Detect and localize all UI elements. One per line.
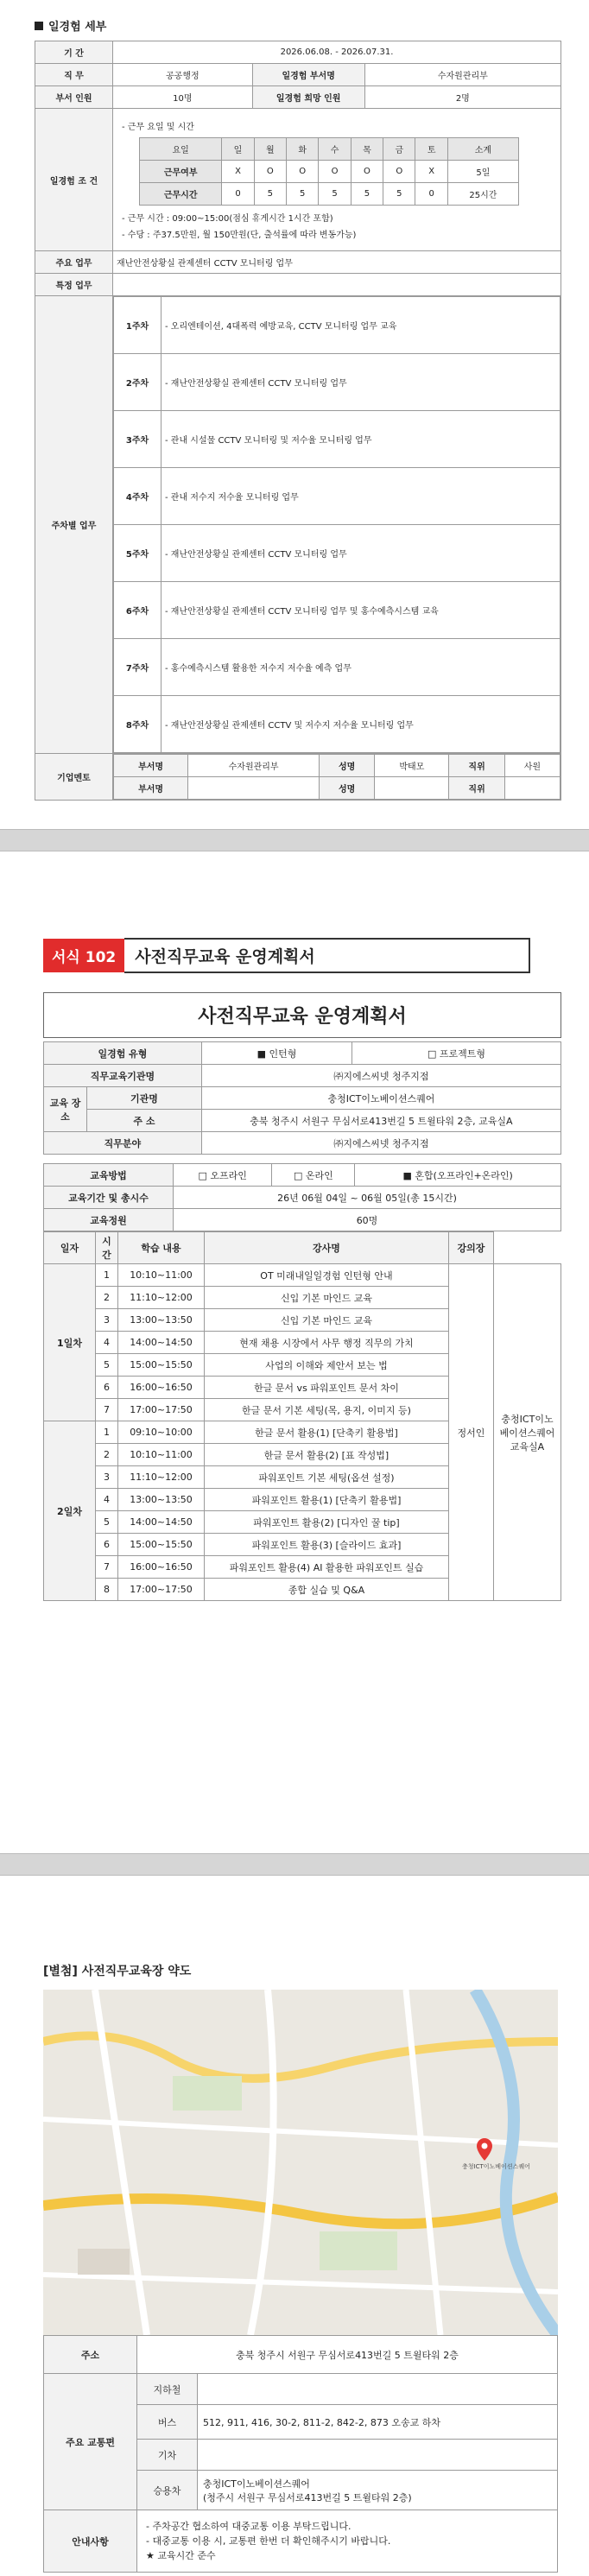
want-value: 2명 bbox=[364, 86, 560, 109]
days-cell: 소계 bbox=[447, 138, 518, 161]
place-label: 교육 장소 bbox=[44, 1087, 87, 1132]
session-time: 15:00~15:50 bbox=[118, 1354, 205, 1377]
session-number: 5 bbox=[96, 1354, 118, 1377]
mentor-cell: 박태모 bbox=[375, 755, 449, 777]
session-content: 사업의 이해와 제안서 보는 법 bbox=[205, 1354, 449, 1377]
main-work: 재난안전상황실 관제센터 CCTV 모니터링 업무 bbox=[113, 251, 561, 274]
page-gap bbox=[0, 829, 589, 851]
addr-value: 충북 청주시 서원구 무심서로413번길 5 트윌타워 2층 bbox=[137, 2336, 558, 2374]
session-number: 7 bbox=[96, 1399, 118, 1421]
week-row bbox=[114, 297, 560, 354]
session-number: 7 bbox=[96, 1556, 118, 1579]
schedule-table bbox=[43, 1231, 561, 1601]
week-number: 7주차 bbox=[114, 639, 162, 696]
schedule-head: 강사명 bbox=[205, 1232, 449, 1264]
days-table bbox=[139, 137, 519, 206]
mentor-cell: 직위 bbox=[449, 777, 504, 800]
days-cell: O bbox=[383, 161, 415, 183]
session-content: 파워포인트 활용(4) AI 활용한 파워포인트 실습 bbox=[205, 1556, 449, 1579]
location-pin-icon bbox=[477, 2138, 492, 2161]
staff-value: 10명 bbox=[113, 86, 253, 109]
week-content: - 재난안전상황실 관제센터 CCTV 모니터링 업무 bbox=[162, 525, 560, 582]
mentor-cell bbox=[504, 777, 560, 800]
square-bullet-icon bbox=[35, 22, 43, 30]
session-number: 5 bbox=[96, 1511, 118, 1534]
session-number: 6 bbox=[96, 1534, 118, 1556]
days-cell: O bbox=[319, 161, 351, 183]
addr-label: 주소 bbox=[44, 2336, 137, 2374]
week-content: - 관내 저수지 저수율 모니터링 업무 bbox=[162, 468, 560, 525]
session-number: 2 bbox=[96, 1287, 118, 1309]
session-time: 11:10~12:00 bbox=[118, 1287, 205, 1309]
page-gap bbox=[0, 1853, 589, 1876]
type-opt-intern: ■ 인턴형 bbox=[201, 1042, 352, 1065]
week-row bbox=[114, 639, 560, 696]
mentor-cell: 성명 bbox=[320, 755, 375, 777]
session-time: 14:00~14:50 bbox=[118, 1511, 205, 1534]
section-title: 일경험 세부 bbox=[0, 7, 589, 41]
days-cell: O bbox=[254, 161, 286, 183]
weekly-table bbox=[113, 296, 560, 753]
week-row bbox=[114, 468, 560, 525]
schedule-head: 일자 bbox=[44, 1232, 96, 1264]
transport-label: 주요 교통편 bbox=[44, 2374, 137, 2510]
guide-line-3: ★ 교육시간 준수 bbox=[146, 2550, 216, 2561]
week-content: - 오리엔테이션, 4대폭력 예방교육, CCTV 모니터링 업무 교육 bbox=[162, 297, 560, 354]
session-time: 17:00~17:50 bbox=[118, 1579, 205, 1601]
addr-label: 주 소 bbox=[87, 1110, 202, 1132]
session-content: 현재 채용 시장에서 사무 행정 직무의 가치 bbox=[205, 1332, 449, 1354]
week-number: 3주차 bbox=[114, 411, 162, 468]
week-content: - 재난안전상황실 관제센터 CCTV 모니터링 업무 및 홍수예측시스템 교육 bbox=[162, 582, 560, 639]
session-number: 8 bbox=[96, 1579, 118, 1601]
days-cell: 화 bbox=[287, 138, 319, 161]
plan-box bbox=[43, 992, 561, 1601]
method-table bbox=[43, 1163, 561, 1231]
days-cell: 목 bbox=[351, 138, 383, 161]
weekly-label: 주차별 업무 bbox=[35, 296, 113, 754]
page-1 bbox=[0, 0, 589, 829]
cap-value: 60명 bbox=[174, 1209, 561, 1231]
mentor-cell: 직위 bbox=[449, 755, 504, 777]
days-cell: 근무시간 bbox=[140, 183, 222, 206]
week-content: - 홍수예측시스템 활용한 저수지 저수율 예측 업무 bbox=[162, 639, 560, 696]
guide-value bbox=[137, 2510, 558, 2573]
days-cell: 5 bbox=[319, 183, 351, 206]
session-content: 신입 기본 마인드 교육 bbox=[205, 1309, 449, 1332]
dept-label: 일경험 부서명 bbox=[252, 64, 364, 86]
session-content: 종합 실습 및 Q&A bbox=[205, 1579, 449, 1601]
staff-label: 부서 인원 bbox=[35, 86, 113, 109]
session-time: 11:10~12:00 bbox=[118, 1466, 205, 1489]
cond-label: 일경험 조 건 bbox=[35, 109, 113, 251]
week-row bbox=[114, 354, 560, 411]
days-cell: 5 bbox=[383, 183, 415, 206]
days-cell: 근무여부 bbox=[140, 161, 222, 183]
week-row bbox=[114, 411, 560, 468]
week-number: 8주차 bbox=[114, 696, 162, 753]
form-tag: 서식 102 bbox=[43, 939, 124, 972]
method-offline: □ 오프라인 bbox=[174, 1164, 272, 1187]
days-cell: O bbox=[351, 161, 383, 183]
session-content: 한글 문서 활용(2) [표 작성법] bbox=[205, 1444, 449, 1466]
period-label: 교육기간 및 총시수 bbox=[44, 1187, 174, 1209]
bus-label: 버스 bbox=[137, 2405, 198, 2440]
page-2 bbox=[0, 851, 589, 1853]
week-content: - 관내 시설물 CCTV 모니터링 및 저수율 모니터링 업무 bbox=[162, 411, 560, 468]
attachment-title: [별첨] 사전직무교육장 약도 bbox=[43, 1965, 192, 1978]
guide-line-1: - 주차공간 협소하여 대중교통 이용 부탁드립니다. bbox=[146, 2521, 352, 2532]
subway-label: 지하철 bbox=[137, 2374, 198, 2405]
mentor-label: 기업멘토 bbox=[35, 754, 113, 801]
special-work-label: 특정 업무 bbox=[35, 274, 113, 296]
car-label: 승용차 bbox=[137, 2471, 198, 2510]
pay-info: - 수당 : 주37.5만원, 월 150만원(단, 출석률에 따라 변동가능) bbox=[122, 231, 357, 240]
field-label: 직무분야 bbox=[44, 1132, 202, 1155]
period-value: 2026.06.08. - 2026.07.31. bbox=[113, 41, 561, 64]
week-content: - 재난안전상황실 관제센터 CCTV 모니터링 업무 bbox=[162, 354, 560, 411]
session-number: 3 bbox=[96, 1309, 118, 1332]
days-cell: 일 bbox=[222, 138, 254, 161]
week-content: - 재난안전상황실 관제센터 CCTV 및 저수지 저수율 모니터링 업무 bbox=[162, 696, 560, 753]
session-content: OT 미래내일일경험 인턴형 안내 bbox=[205, 1264, 449, 1287]
dept-value: 수자원관리부 bbox=[364, 64, 560, 86]
place-name-label: 기관명 bbox=[87, 1087, 202, 1110]
days-cell: 수 bbox=[319, 138, 351, 161]
plan-title: 사전직무교육 운영계획서 bbox=[43, 992, 561, 1038]
mentor-cell: 부서명 bbox=[114, 755, 188, 777]
session-content: 한글 문서 vs 파워포인트 문서 차이 bbox=[205, 1377, 449, 1399]
subway-value bbox=[198, 2374, 558, 2405]
train-value bbox=[198, 2440, 558, 2471]
type-label: 일경험 유형 bbox=[44, 1042, 202, 1065]
page-3 bbox=[0, 1876, 589, 2567]
work-days-title: - 근무 요일 및 시간 bbox=[122, 123, 194, 132]
place-name: 충청ICT이노베이션스퀘어 bbox=[201, 1087, 560, 1110]
instructor: 정서인 bbox=[449, 1264, 494, 1601]
mentor-cell: 수자원관리부 bbox=[188, 755, 320, 777]
car-line-1: 충청ICT이노베이션스퀘어 bbox=[203, 2478, 310, 2490]
job-label: 직 무 bbox=[35, 64, 113, 86]
mentor-cell: 부서명 bbox=[114, 777, 188, 800]
form-title: 사전직무교육 운영계획서 bbox=[124, 938, 530, 973]
days-cell: O bbox=[287, 161, 319, 183]
week-number: 2주차 bbox=[114, 354, 162, 411]
days-cell: 5 bbox=[254, 183, 286, 206]
method-label: 교육방법 bbox=[44, 1164, 174, 1187]
week-number: 1주차 bbox=[114, 297, 162, 354]
field-value: ㈜지에스씨넷 청주지점 bbox=[201, 1132, 560, 1155]
days-cell: 5 bbox=[287, 183, 319, 206]
location-map bbox=[43, 1990, 558, 2335]
session-time: 16:00~16:50 bbox=[118, 1377, 205, 1399]
mentor-table bbox=[113, 754, 560, 800]
method-online: □ 온라인 bbox=[272, 1164, 355, 1187]
session-content: 한글 문서 활용(1) [단축키 활용법] bbox=[205, 1421, 449, 1444]
days-cell: 5 bbox=[351, 183, 383, 206]
guide-label: 안내사항 bbox=[44, 2510, 137, 2573]
cap-label: 교육정원 bbox=[44, 1209, 174, 1231]
week-row bbox=[114, 582, 560, 639]
addr-value: 충북 청주시 서원구 무심서로413번길 5 트윌타워 2층, 교육실A bbox=[201, 1110, 560, 1132]
method-mixed: ■ 혼합(오프라인+온라인) bbox=[355, 1164, 561, 1187]
location-info-table bbox=[43, 2335, 558, 2573]
session-content: 한글 문서 기본 세팅(목, 용지, 이미지 등) bbox=[205, 1399, 449, 1421]
session-number: 4 bbox=[96, 1489, 118, 1511]
work-condition bbox=[113, 109, 561, 251]
job-value: 공공행정 bbox=[113, 64, 253, 86]
session-time: 13:00~13:50 bbox=[118, 1489, 205, 1511]
session-number: 3 bbox=[96, 1466, 118, 1489]
car-value bbox=[198, 2471, 558, 2510]
session-content: 파워포인트 기본 세팅(옵션 설정) bbox=[205, 1466, 449, 1489]
days-cell: 0 bbox=[222, 183, 254, 206]
session-content: 신입 기본 마인드 교육 bbox=[205, 1287, 449, 1309]
session-time: 10:10~11:00 bbox=[118, 1444, 205, 1466]
schedule-row bbox=[44, 1264, 561, 1287]
plan-info-table bbox=[43, 1041, 561, 1155]
days-cell: 5일 bbox=[447, 161, 518, 183]
special-work bbox=[113, 274, 561, 296]
days-cell: 토 bbox=[415, 138, 447, 161]
days-cell: X bbox=[415, 161, 447, 183]
session-content: 파워포인트 활용(1) [단축키 활용법] bbox=[205, 1489, 449, 1511]
main-work-label: 주요 업무 bbox=[35, 251, 113, 274]
train-label: 기차 bbox=[137, 2440, 198, 2471]
session-content: 파워포인트 활용(3) [슬라이드 효과] bbox=[205, 1534, 449, 1556]
week-number: 6주차 bbox=[114, 582, 162, 639]
want-label: 일경험 희망 인원 bbox=[252, 86, 364, 109]
bus-value: 512, 911, 416, 30-2, 811-2, 842-2, 873 오송교 하차 bbox=[198, 2405, 558, 2440]
session-time: 16:00~16:50 bbox=[118, 1556, 205, 1579]
session-time: 15:00~15:50 bbox=[118, 1534, 205, 1556]
guide-line-2: - 대중교통 이용 시, 교통편 한번 더 확인해주시기 바랍니다. bbox=[146, 2535, 391, 2547]
session-number: 1 bbox=[96, 1421, 118, 1444]
days-cell: 요일 bbox=[140, 138, 222, 161]
inst-value: ㈜지에스씨넷 청주지점 bbox=[201, 1065, 560, 1087]
mentor-cell bbox=[188, 777, 320, 800]
day-label: 2일차 bbox=[44, 1421, 96, 1601]
mentor-cell: 성명 bbox=[320, 777, 375, 800]
work-detail-table bbox=[35, 41, 561, 801]
period-value: 26년 06월 04일 ~ 06월 05일(총 15시간) bbox=[174, 1187, 561, 1209]
period-label: 기 간 bbox=[35, 41, 113, 64]
days-cell: 금 bbox=[383, 138, 415, 161]
days-cell: X bbox=[222, 161, 254, 183]
session-number: 6 bbox=[96, 1377, 118, 1399]
days-cell: 월 bbox=[254, 138, 286, 161]
lecture-room: 충청ICT이노베이션스퀘어 교육실A bbox=[494, 1264, 561, 1601]
mentor-cell: 사원 bbox=[504, 755, 560, 777]
days-cell: 0 bbox=[415, 183, 447, 206]
session-content: 파워포인트 활용(2) [디자인 꿀 tip] bbox=[205, 1511, 449, 1534]
schedule-head: 학습 내용 bbox=[118, 1232, 205, 1264]
mentor-cell bbox=[375, 777, 449, 800]
week-row bbox=[114, 525, 560, 582]
work-time: - 근무 시간 : 09:00~15:00(점심 휴게시간 1시간 포함) bbox=[122, 214, 333, 224]
session-number: 4 bbox=[96, 1332, 118, 1354]
session-time: 17:00~17:50 bbox=[118, 1399, 205, 1421]
session-number: 2 bbox=[96, 1444, 118, 1466]
session-time: 10:10~11:00 bbox=[118, 1264, 205, 1287]
schedule-head: 시간 bbox=[96, 1232, 118, 1264]
schedule-head: 강의장 bbox=[449, 1232, 494, 1264]
session-time: 13:00~13:50 bbox=[118, 1309, 205, 1332]
pin-label: 충청ICT이노베이션스퀘어 bbox=[462, 2163, 530, 2170]
week-number: 5주차 bbox=[114, 525, 162, 582]
inst-label: 직무교육기관명 bbox=[44, 1065, 202, 1087]
week-number: 4주차 bbox=[114, 468, 162, 525]
days-cell: 25시간 bbox=[447, 183, 518, 206]
day-label: 1일차 bbox=[44, 1264, 96, 1421]
car-line-2: (청주시 서원구 무심서로413번길 5 트윌타워 2층) bbox=[203, 2491, 412, 2503]
type-opt-project: □ 프로젝트형 bbox=[352, 1042, 561, 1065]
session-number: 1 bbox=[96, 1264, 118, 1287]
session-time: 09:10~10:00 bbox=[118, 1421, 205, 1444]
form-header bbox=[43, 938, 589, 973]
session-time: 14:00~14:50 bbox=[118, 1332, 205, 1354]
week-row bbox=[114, 696, 560, 753]
